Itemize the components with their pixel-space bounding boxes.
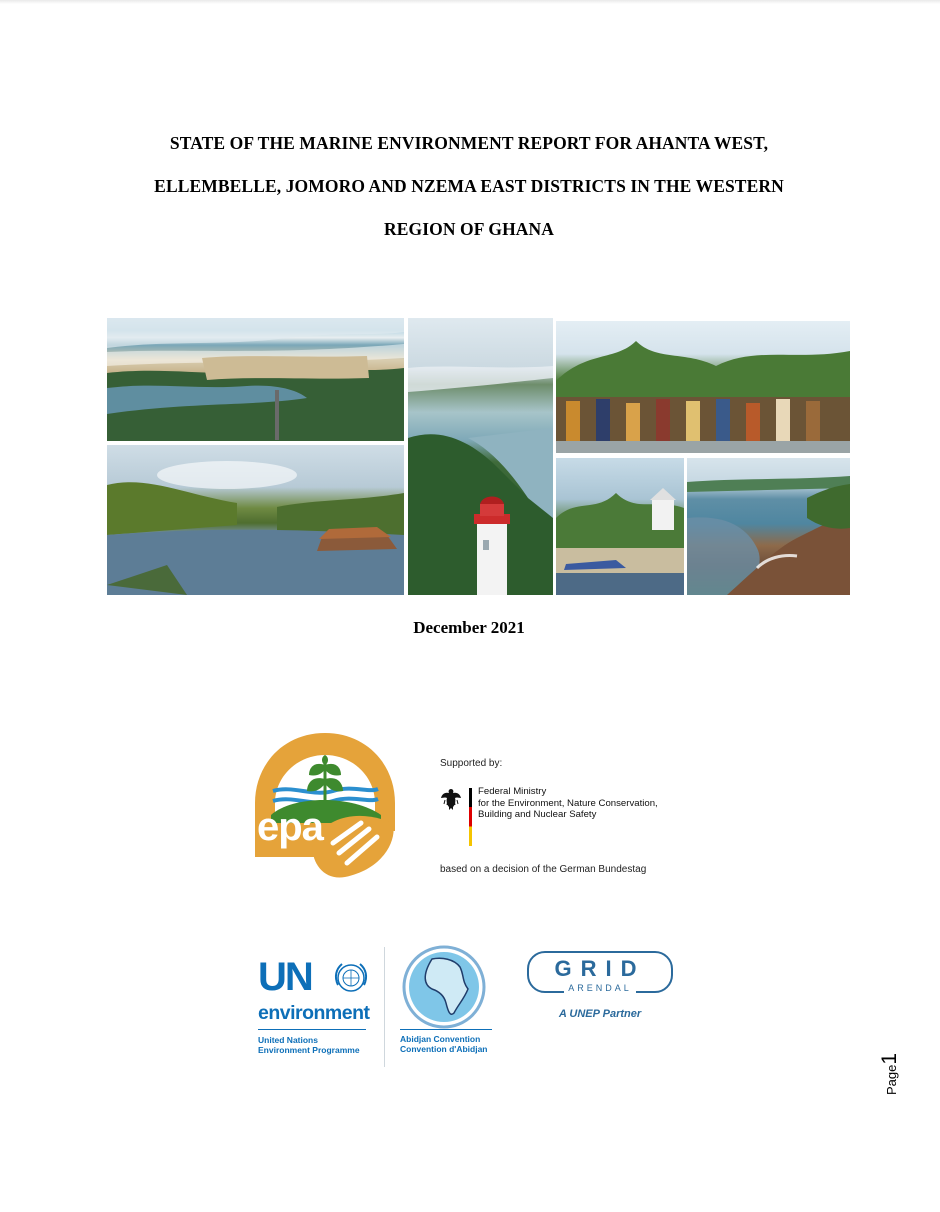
grid-arendal-text: ARENDAL <box>564 983 636 993</box>
page-top-shadow <box>0 0 940 4</box>
ministry-line-1: Federal Ministry <box>478 786 547 797</box>
abidjan-line-1: Abidjan Convention <box>400 1034 481 1044</box>
ministry-line-2: for the Environment, Nature Conservation, <box>478 797 658 809</box>
un-line-1: United Nations <box>258 1035 318 1045</box>
report-date: December 2021 <box>413 618 525 637</box>
photo-lighthouse-coast <box>408 318 553 595</box>
abidjan-line-2: Convention d'Abidjan <box>400 1044 488 1054</box>
un-environment-word: environment <box>258 1002 370 1024</box>
german-flag-bar <box>469 788 472 846</box>
grid-arendal-logo <box>522 945 678 1027</box>
cover-photo-collage <box>107 318 850 595</box>
un-divider-line <box>258 1029 366 1030</box>
abidjan-convention-name <box>400 1034 488 1054</box>
title-line-2: ELLEMBELLE, JOMORO AND NZEMA EAST DISTRICTS IN THE WESTERN <box>154 176 784 196</box>
un-programme-name <box>258 1035 360 1055</box>
page-number <box>868 1054 912 1102</box>
ministry-name <box>478 786 658 821</box>
bmu-logo <box>440 786 700 848</box>
grid-partner-tagline: A UNEP Partner <box>558 1008 642 1020</box>
un-letters: UN <box>258 955 312 999</box>
un-environment-logo <box>258 955 378 1065</box>
un-line-2: Environment Programme <box>258 1045 360 1055</box>
photo-rocky-coast <box>687 458 850 595</box>
supported-by-label: Supported by: <box>440 758 503 769</box>
title-line-1: STATE OF THE MARINE ENVIRONMENT REPORT FOR AHANTA WEST, <box>169 133 769 153</box>
bundestag-note: based on a decision of the German Bundestag <box>440 864 647 875</box>
africa-globe-icon <box>402 945 486 1029</box>
page-number-value: 1 <box>878 1052 901 1065</box>
abidjan-divider-line <box>400 1029 492 1030</box>
ministry-line-3: Building and Nuclear Safety <box>478 809 597 820</box>
page-label: Page <box>884 1064 899 1096</box>
epa-logo <box>253 731 398 881</box>
un-emblem-icon <box>332 959 370 997</box>
photo-mangrove-river <box>107 445 404 595</box>
supported-by-block <box>440 758 700 875</box>
federal-eagle-icon <box>440 788 462 812</box>
photo-stakeholder-group <box>556 321 850 453</box>
photo-beach-lagoon <box>107 318 404 441</box>
grid-subtitle <box>527 983 673 993</box>
epa-logo-text: epa <box>257 805 323 849</box>
title-line-3: REGION OF GHANA <box>383 219 555 239</box>
report-title <box>110 122 828 251</box>
logo-divider <box>384 947 385 1067</box>
abidjan-convention-logo <box>400 945 496 1060</box>
grid-word: GRID <box>554 956 646 981</box>
photo-beach-village <box>556 458 684 595</box>
